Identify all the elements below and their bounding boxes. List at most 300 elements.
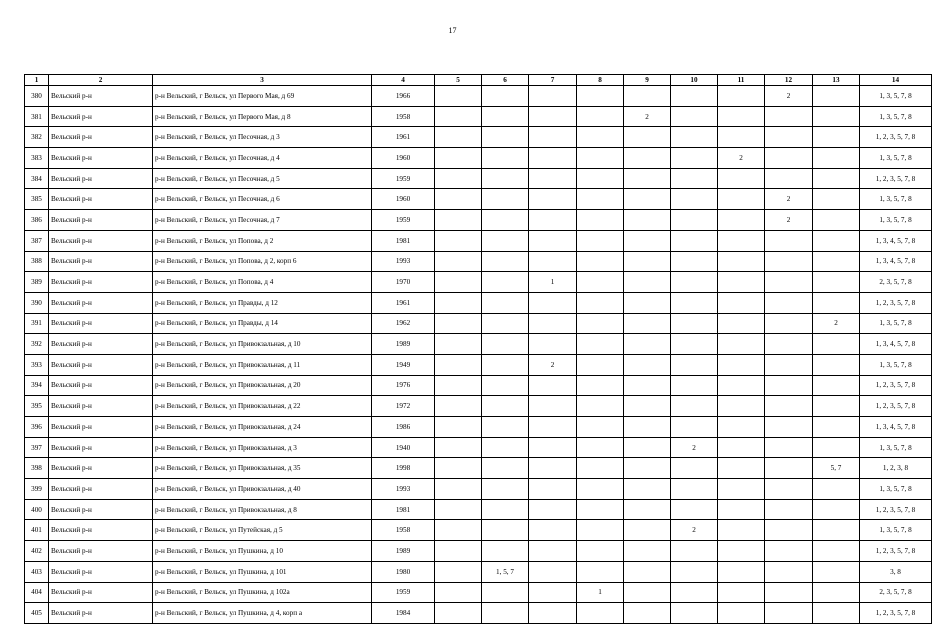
address-cell: р-н Вельский, г Вельск, ул Правды, д 12 bbox=[153, 292, 372, 313]
col12-cell bbox=[765, 251, 813, 272]
table-row bbox=[25, 292, 932, 313]
col13-cell bbox=[813, 334, 860, 355]
col14-cell: 3, 8 bbox=[860, 561, 932, 582]
year-cell: 1961 bbox=[372, 292, 435, 313]
col13-cell bbox=[813, 375, 860, 396]
col11-cell bbox=[718, 251, 765, 272]
col5-cell bbox=[435, 354, 482, 375]
col6-cell bbox=[482, 189, 529, 210]
col9-cell bbox=[624, 396, 671, 417]
col8-cell bbox=[577, 354, 624, 375]
table-row bbox=[25, 106, 932, 127]
col13-cell bbox=[813, 561, 860, 582]
district-cell: Вельский р-н bbox=[49, 479, 153, 500]
col12-cell bbox=[765, 499, 813, 520]
district-cell: Вельский р-н bbox=[49, 603, 153, 624]
col12-cell: 2 bbox=[765, 189, 813, 210]
col6-cell bbox=[482, 148, 529, 169]
col10-cell bbox=[671, 334, 718, 355]
col10-cell bbox=[671, 582, 718, 603]
year-cell: 1986 bbox=[372, 417, 435, 438]
table-row bbox=[25, 334, 932, 355]
col10-cell bbox=[671, 499, 718, 520]
col10-cell bbox=[671, 292, 718, 313]
district-cell: Вельский р-н bbox=[49, 499, 153, 520]
year-cell: 1993 bbox=[372, 251, 435, 272]
row-number-cell: 401 bbox=[25, 520, 49, 541]
col13-cell bbox=[813, 210, 860, 231]
col11-cell bbox=[718, 168, 765, 189]
col12-cell bbox=[765, 375, 813, 396]
col9-cell bbox=[624, 189, 671, 210]
district-cell: Вельский р-н bbox=[49, 458, 153, 479]
col7-cell: 1 bbox=[529, 272, 577, 293]
table-row bbox=[25, 499, 932, 520]
row-number-cell: 385 bbox=[25, 189, 49, 210]
row-number-cell: 383 bbox=[25, 148, 49, 169]
col14-cell: 1, 3, 5, 7, 8 bbox=[860, 86, 932, 107]
row-number-cell: 400 bbox=[25, 499, 49, 520]
table-row bbox=[25, 458, 932, 479]
col14-cell: 1, 2, 3, 5, 7, 8 bbox=[860, 292, 932, 313]
row-number-cell: 392 bbox=[25, 334, 49, 355]
col7-cell bbox=[529, 127, 577, 148]
col11-cell bbox=[718, 375, 765, 396]
address-cell: р-н Вельский, г Вельск, ул Пушкина, д 10 bbox=[153, 541, 372, 562]
col5-cell bbox=[435, 168, 482, 189]
row-number-cell: 396 bbox=[25, 417, 49, 438]
col8-cell bbox=[577, 148, 624, 169]
col13-cell bbox=[813, 292, 860, 313]
col7-cell bbox=[529, 168, 577, 189]
district-cell: Вельский р-н bbox=[49, 375, 153, 396]
address-cell: р-н Вельский, г Вельск, ул Привокзальная, д 3 bbox=[153, 437, 372, 458]
col7-cell bbox=[529, 541, 577, 562]
col13-cell bbox=[813, 251, 860, 272]
col5-cell bbox=[435, 582, 482, 603]
col13-cell bbox=[813, 272, 860, 293]
table-row bbox=[25, 520, 932, 541]
col5-cell bbox=[435, 561, 482, 582]
col11-cell: 2 bbox=[718, 148, 765, 169]
address-cell: р-н Вельский, г Вельск, ул Путейская, д 5 bbox=[153, 520, 372, 541]
col12-cell: 2 bbox=[765, 86, 813, 107]
col11-cell bbox=[718, 334, 765, 355]
column-header: 8 bbox=[577, 75, 624, 86]
col14-cell: 1, 3, 4, 5, 7, 8 bbox=[860, 230, 932, 251]
col11-cell bbox=[718, 561, 765, 582]
address-cell: р-н Вельский, г Вельск, ул Привокзальная, д 10 bbox=[153, 334, 372, 355]
col5-cell bbox=[435, 127, 482, 148]
col10-cell: 2 bbox=[671, 437, 718, 458]
district-cell: Вельский р-н bbox=[49, 86, 153, 107]
col13-cell bbox=[813, 396, 860, 417]
col12-cell bbox=[765, 561, 813, 582]
col10-cell bbox=[671, 417, 718, 438]
col9-cell bbox=[624, 210, 671, 231]
col10-cell bbox=[671, 148, 718, 169]
col10-cell bbox=[671, 603, 718, 624]
col6-cell: 1, 5, 7 bbox=[482, 561, 529, 582]
col8-cell bbox=[577, 437, 624, 458]
col6-cell bbox=[482, 437, 529, 458]
col10-cell bbox=[671, 86, 718, 107]
col6-cell bbox=[482, 230, 529, 251]
col13-cell bbox=[813, 148, 860, 169]
address-cell: р-н Вельский, г Вельск, ул Привокзальная, д 35 bbox=[153, 458, 372, 479]
col6-cell bbox=[482, 582, 529, 603]
table-row bbox=[25, 313, 932, 334]
col9-cell bbox=[624, 230, 671, 251]
col10-cell bbox=[671, 396, 718, 417]
year-cell: 1966 bbox=[372, 86, 435, 107]
row-number-cell: 398 bbox=[25, 458, 49, 479]
address-cell: р-н Вельский, г Вельск, ул Первого Мая, д 69 bbox=[153, 86, 372, 107]
row-number-cell: 403 bbox=[25, 561, 49, 582]
col14-cell: 1, 2, 3, 5, 7, 8 bbox=[860, 603, 932, 624]
col8-cell bbox=[577, 189, 624, 210]
col8-cell bbox=[577, 292, 624, 313]
district-cell: Вельский р-н bbox=[49, 148, 153, 169]
col10-cell bbox=[671, 313, 718, 334]
col9-cell bbox=[624, 479, 671, 500]
district-cell: Вельский р-н bbox=[49, 127, 153, 148]
col8-cell bbox=[577, 86, 624, 107]
col10-cell bbox=[671, 210, 718, 231]
col8-cell bbox=[577, 458, 624, 479]
col8-cell bbox=[577, 499, 624, 520]
year-cell: 1970 bbox=[372, 272, 435, 293]
col9-cell bbox=[624, 437, 671, 458]
col11-cell bbox=[718, 479, 765, 500]
table-row bbox=[25, 479, 932, 500]
year-cell: 1959 bbox=[372, 168, 435, 189]
col12-cell bbox=[765, 520, 813, 541]
year-cell: 1981 bbox=[372, 499, 435, 520]
col7-cell bbox=[529, 189, 577, 210]
row-number-cell: 393 bbox=[25, 354, 49, 375]
district-cell: Вельский р-н bbox=[49, 189, 153, 210]
col9-cell bbox=[624, 168, 671, 189]
column-header: 5 bbox=[435, 75, 482, 86]
district-cell: Вельский р-н bbox=[49, 354, 153, 375]
table-row bbox=[25, 210, 932, 231]
col7-cell bbox=[529, 375, 577, 396]
col8-cell bbox=[577, 127, 624, 148]
col11-cell bbox=[718, 582, 765, 603]
col14-cell: 1, 2, 3, 5, 7, 8 bbox=[860, 396, 932, 417]
col5-cell bbox=[435, 230, 482, 251]
address-cell: р-н Вельский, г Вельск, ул Пушкина, д 101 bbox=[153, 561, 372, 582]
col6-cell bbox=[482, 292, 529, 313]
col12-cell bbox=[765, 437, 813, 458]
col14-cell: 1, 3, 5, 7, 8 bbox=[860, 106, 932, 127]
table-row bbox=[25, 582, 932, 603]
col8-cell bbox=[577, 313, 624, 334]
column-header: 9 bbox=[624, 75, 671, 86]
address-cell: р-н Вельский, г Вельск, ул Попова, д 4 bbox=[153, 272, 372, 293]
col11-cell bbox=[718, 189, 765, 210]
col14-cell: 1, 3, 5, 7, 8 bbox=[860, 210, 932, 231]
col6-cell bbox=[482, 168, 529, 189]
address-cell: р-н Вельский, г Вельск, ул Привокзальная, д 40 bbox=[153, 479, 372, 500]
col5-cell bbox=[435, 437, 482, 458]
address-cell: р-н Вельский, г Вельск, ул Песочная, д 4 bbox=[153, 148, 372, 169]
column-header: 14 bbox=[860, 75, 932, 86]
col5-cell bbox=[435, 251, 482, 272]
col7-cell bbox=[529, 603, 577, 624]
row-number-cell: 384 bbox=[25, 168, 49, 189]
col9-cell bbox=[624, 603, 671, 624]
column-header: 3 bbox=[153, 75, 372, 86]
col7-cell bbox=[529, 251, 577, 272]
col12-cell bbox=[765, 272, 813, 293]
table-row bbox=[25, 230, 932, 251]
col11-cell bbox=[718, 603, 765, 624]
col11-cell bbox=[718, 458, 765, 479]
row-number-cell: 381 bbox=[25, 106, 49, 127]
year-cell: 1989 bbox=[372, 334, 435, 355]
address-cell: р-н Вельский, г Вельск, ул Первого Мая, д 8 bbox=[153, 106, 372, 127]
col5-cell bbox=[435, 334, 482, 355]
col9-cell bbox=[624, 334, 671, 355]
col14-cell: 2, 3, 5, 7, 8 bbox=[860, 582, 932, 603]
col14-cell: 1, 3, 4, 5, 7, 8 bbox=[860, 251, 932, 272]
col5-cell bbox=[435, 148, 482, 169]
col5-cell bbox=[435, 189, 482, 210]
col9-cell: 2 bbox=[624, 106, 671, 127]
col12-cell bbox=[765, 168, 813, 189]
address-cell: р-н Вельский, г Вельск, ул Привокзальная, д 24 bbox=[153, 417, 372, 438]
row-number-cell: 395 bbox=[25, 396, 49, 417]
col5-cell bbox=[435, 313, 482, 334]
col5-cell bbox=[435, 292, 482, 313]
col5-cell bbox=[435, 396, 482, 417]
col12-cell bbox=[765, 541, 813, 562]
col7-cell bbox=[529, 106, 577, 127]
col10-cell bbox=[671, 127, 718, 148]
col11-cell bbox=[718, 541, 765, 562]
col6-cell bbox=[482, 417, 529, 438]
col13-cell bbox=[813, 189, 860, 210]
address-cell: р-н Вельский, г Вельск, ул Пушкина, д 102а bbox=[153, 582, 372, 603]
column-header: 7 bbox=[529, 75, 577, 86]
col6-cell bbox=[482, 127, 529, 148]
col8-cell bbox=[577, 334, 624, 355]
district-cell: Вельский р-н bbox=[49, 417, 153, 438]
col12-cell bbox=[765, 354, 813, 375]
col13-cell bbox=[813, 417, 860, 438]
year-cell: 1980 bbox=[372, 561, 435, 582]
col6-cell bbox=[482, 354, 529, 375]
table-row bbox=[25, 561, 932, 582]
col11-cell bbox=[718, 396, 765, 417]
col9-cell bbox=[624, 561, 671, 582]
col10-cell bbox=[671, 168, 718, 189]
col8-cell bbox=[577, 603, 624, 624]
col14-cell: 1, 3, 5, 7, 8 bbox=[860, 313, 932, 334]
col7-cell bbox=[529, 479, 577, 500]
col14-cell: 1, 3, 5, 7, 8 bbox=[860, 479, 932, 500]
col8-cell bbox=[577, 230, 624, 251]
col10-cell bbox=[671, 354, 718, 375]
district-cell: Вельский р-н bbox=[49, 313, 153, 334]
col11-cell bbox=[718, 230, 765, 251]
row-number-cell: 380 bbox=[25, 86, 49, 107]
col13-cell bbox=[813, 230, 860, 251]
col7-cell bbox=[529, 561, 577, 582]
year-cell: 1960 bbox=[372, 148, 435, 169]
col14-cell: 2, 3, 5, 7, 8 bbox=[860, 272, 932, 293]
col14-cell: 1, 3, 5, 7, 8 bbox=[860, 520, 932, 541]
col7-cell bbox=[529, 86, 577, 107]
col9-cell bbox=[624, 251, 671, 272]
col14-cell: 1, 2, 3, 5, 7, 8 bbox=[860, 127, 932, 148]
col8-cell bbox=[577, 520, 624, 541]
col10-cell: 2 bbox=[671, 520, 718, 541]
col11-cell bbox=[718, 520, 765, 541]
col6-cell bbox=[482, 458, 529, 479]
district-cell: Вельский р-н bbox=[49, 582, 153, 603]
col12-cell bbox=[765, 396, 813, 417]
year-cell: 1998 bbox=[372, 458, 435, 479]
col14-cell: 1, 3, 4, 5, 7, 8 bbox=[860, 334, 932, 355]
col10-cell bbox=[671, 230, 718, 251]
row-number-cell: 386 bbox=[25, 210, 49, 231]
col10-cell bbox=[671, 561, 718, 582]
register-table bbox=[24, 74, 932, 624]
col13-cell bbox=[813, 541, 860, 562]
row-number-cell: 382 bbox=[25, 127, 49, 148]
col13-cell bbox=[813, 127, 860, 148]
year-cell: 1984 bbox=[372, 603, 435, 624]
col10-cell bbox=[671, 541, 718, 562]
year-cell: 1989 bbox=[372, 541, 435, 562]
address-cell: р-н Вельский, г Вельск, ул Песочная, д 7 bbox=[153, 210, 372, 231]
col14-cell: 1, 3, 4, 5, 7, 8 bbox=[860, 417, 932, 438]
row-number-cell: 391 bbox=[25, 313, 49, 334]
col10-cell bbox=[671, 375, 718, 396]
column-header: 10 bbox=[671, 75, 718, 86]
row-number-cell: 387 bbox=[25, 230, 49, 251]
col14-cell: 1, 3, 5, 7, 8 bbox=[860, 189, 932, 210]
col6-cell bbox=[482, 106, 529, 127]
col7-cell: 2 bbox=[529, 354, 577, 375]
col14-cell: 1, 3, 5, 7, 8 bbox=[860, 148, 932, 169]
col12-cell bbox=[765, 127, 813, 148]
col8-cell bbox=[577, 375, 624, 396]
col9-cell bbox=[624, 127, 671, 148]
column-header: 13 bbox=[813, 75, 860, 86]
address-cell: р-н Вельский, г Вельск, ул Привокзальная, д 11 bbox=[153, 354, 372, 375]
col7-cell bbox=[529, 520, 577, 541]
col14-cell: 1, 2, 3, 8 bbox=[860, 458, 932, 479]
col7-cell bbox=[529, 210, 577, 231]
col8-cell bbox=[577, 396, 624, 417]
district-cell: Вельский р-н bbox=[49, 520, 153, 541]
column-header: 4 bbox=[372, 75, 435, 86]
year-cell: 1972 bbox=[372, 396, 435, 417]
table-row bbox=[25, 603, 932, 624]
col5-cell bbox=[435, 417, 482, 438]
table-row bbox=[25, 396, 932, 417]
col11-cell bbox=[718, 417, 765, 438]
col5-cell bbox=[435, 86, 482, 107]
year-cell: 1962 bbox=[372, 313, 435, 334]
col7-cell bbox=[529, 396, 577, 417]
table-row bbox=[25, 86, 932, 107]
col7-cell bbox=[529, 313, 577, 334]
col9-cell bbox=[624, 272, 671, 293]
table-row bbox=[25, 417, 932, 438]
col5-cell bbox=[435, 210, 482, 231]
col5-cell bbox=[435, 479, 482, 500]
table-row bbox=[25, 148, 932, 169]
col14-cell: 1, 3, 5, 7, 8 bbox=[860, 354, 932, 375]
col10-cell bbox=[671, 189, 718, 210]
district-cell: Вельский р-н bbox=[49, 251, 153, 272]
row-number-cell: 399 bbox=[25, 479, 49, 500]
col14-cell: 1, 3, 5, 7, 8 bbox=[860, 437, 932, 458]
table-row bbox=[25, 375, 932, 396]
address-cell: р-н Вельский, г Вельск, ул Пушкина, д 4, корп а bbox=[153, 603, 372, 624]
col9-cell bbox=[624, 313, 671, 334]
col8-cell bbox=[577, 561, 624, 582]
row-number-cell: 390 bbox=[25, 292, 49, 313]
district-cell: Вельский р-н bbox=[49, 168, 153, 189]
col9-cell bbox=[624, 541, 671, 562]
col11-cell bbox=[718, 313, 765, 334]
col13-cell bbox=[813, 86, 860, 107]
col5-cell bbox=[435, 603, 482, 624]
column-header: 6 bbox=[482, 75, 529, 86]
col9-cell bbox=[624, 148, 671, 169]
header-row bbox=[25, 75, 932, 86]
col7-cell bbox=[529, 334, 577, 355]
col12-cell bbox=[765, 603, 813, 624]
district-cell: Вельский р-н bbox=[49, 292, 153, 313]
col14-cell: 1, 2, 3, 5, 7, 8 bbox=[860, 375, 932, 396]
col10-cell bbox=[671, 251, 718, 272]
col13-cell: 5, 7 bbox=[813, 458, 860, 479]
col9-cell bbox=[624, 499, 671, 520]
year-cell: 1958 bbox=[372, 520, 435, 541]
col10-cell bbox=[671, 458, 718, 479]
year-cell: 1976 bbox=[372, 375, 435, 396]
col11-cell bbox=[718, 354, 765, 375]
col12-cell bbox=[765, 106, 813, 127]
col5-cell bbox=[435, 458, 482, 479]
col9-cell bbox=[624, 354, 671, 375]
col11-cell bbox=[718, 499, 765, 520]
col5-cell bbox=[435, 106, 482, 127]
row-number-cell: 389 bbox=[25, 272, 49, 293]
district-cell: Вельский р-н bbox=[49, 396, 153, 417]
row-number-cell: 404 bbox=[25, 582, 49, 603]
col13-cell bbox=[813, 106, 860, 127]
col9-cell bbox=[624, 417, 671, 438]
col12-cell bbox=[765, 417, 813, 438]
col13-cell bbox=[813, 437, 860, 458]
col13-cell bbox=[813, 479, 860, 500]
col13-cell bbox=[813, 168, 860, 189]
address-cell: р-н Вельский, г Вельск, ул Попова, д 2 bbox=[153, 230, 372, 251]
col7-cell bbox=[529, 148, 577, 169]
district-cell: Вельский р-н bbox=[49, 561, 153, 582]
col8-cell bbox=[577, 168, 624, 189]
col12-cell bbox=[765, 334, 813, 355]
col8-cell bbox=[577, 272, 624, 293]
